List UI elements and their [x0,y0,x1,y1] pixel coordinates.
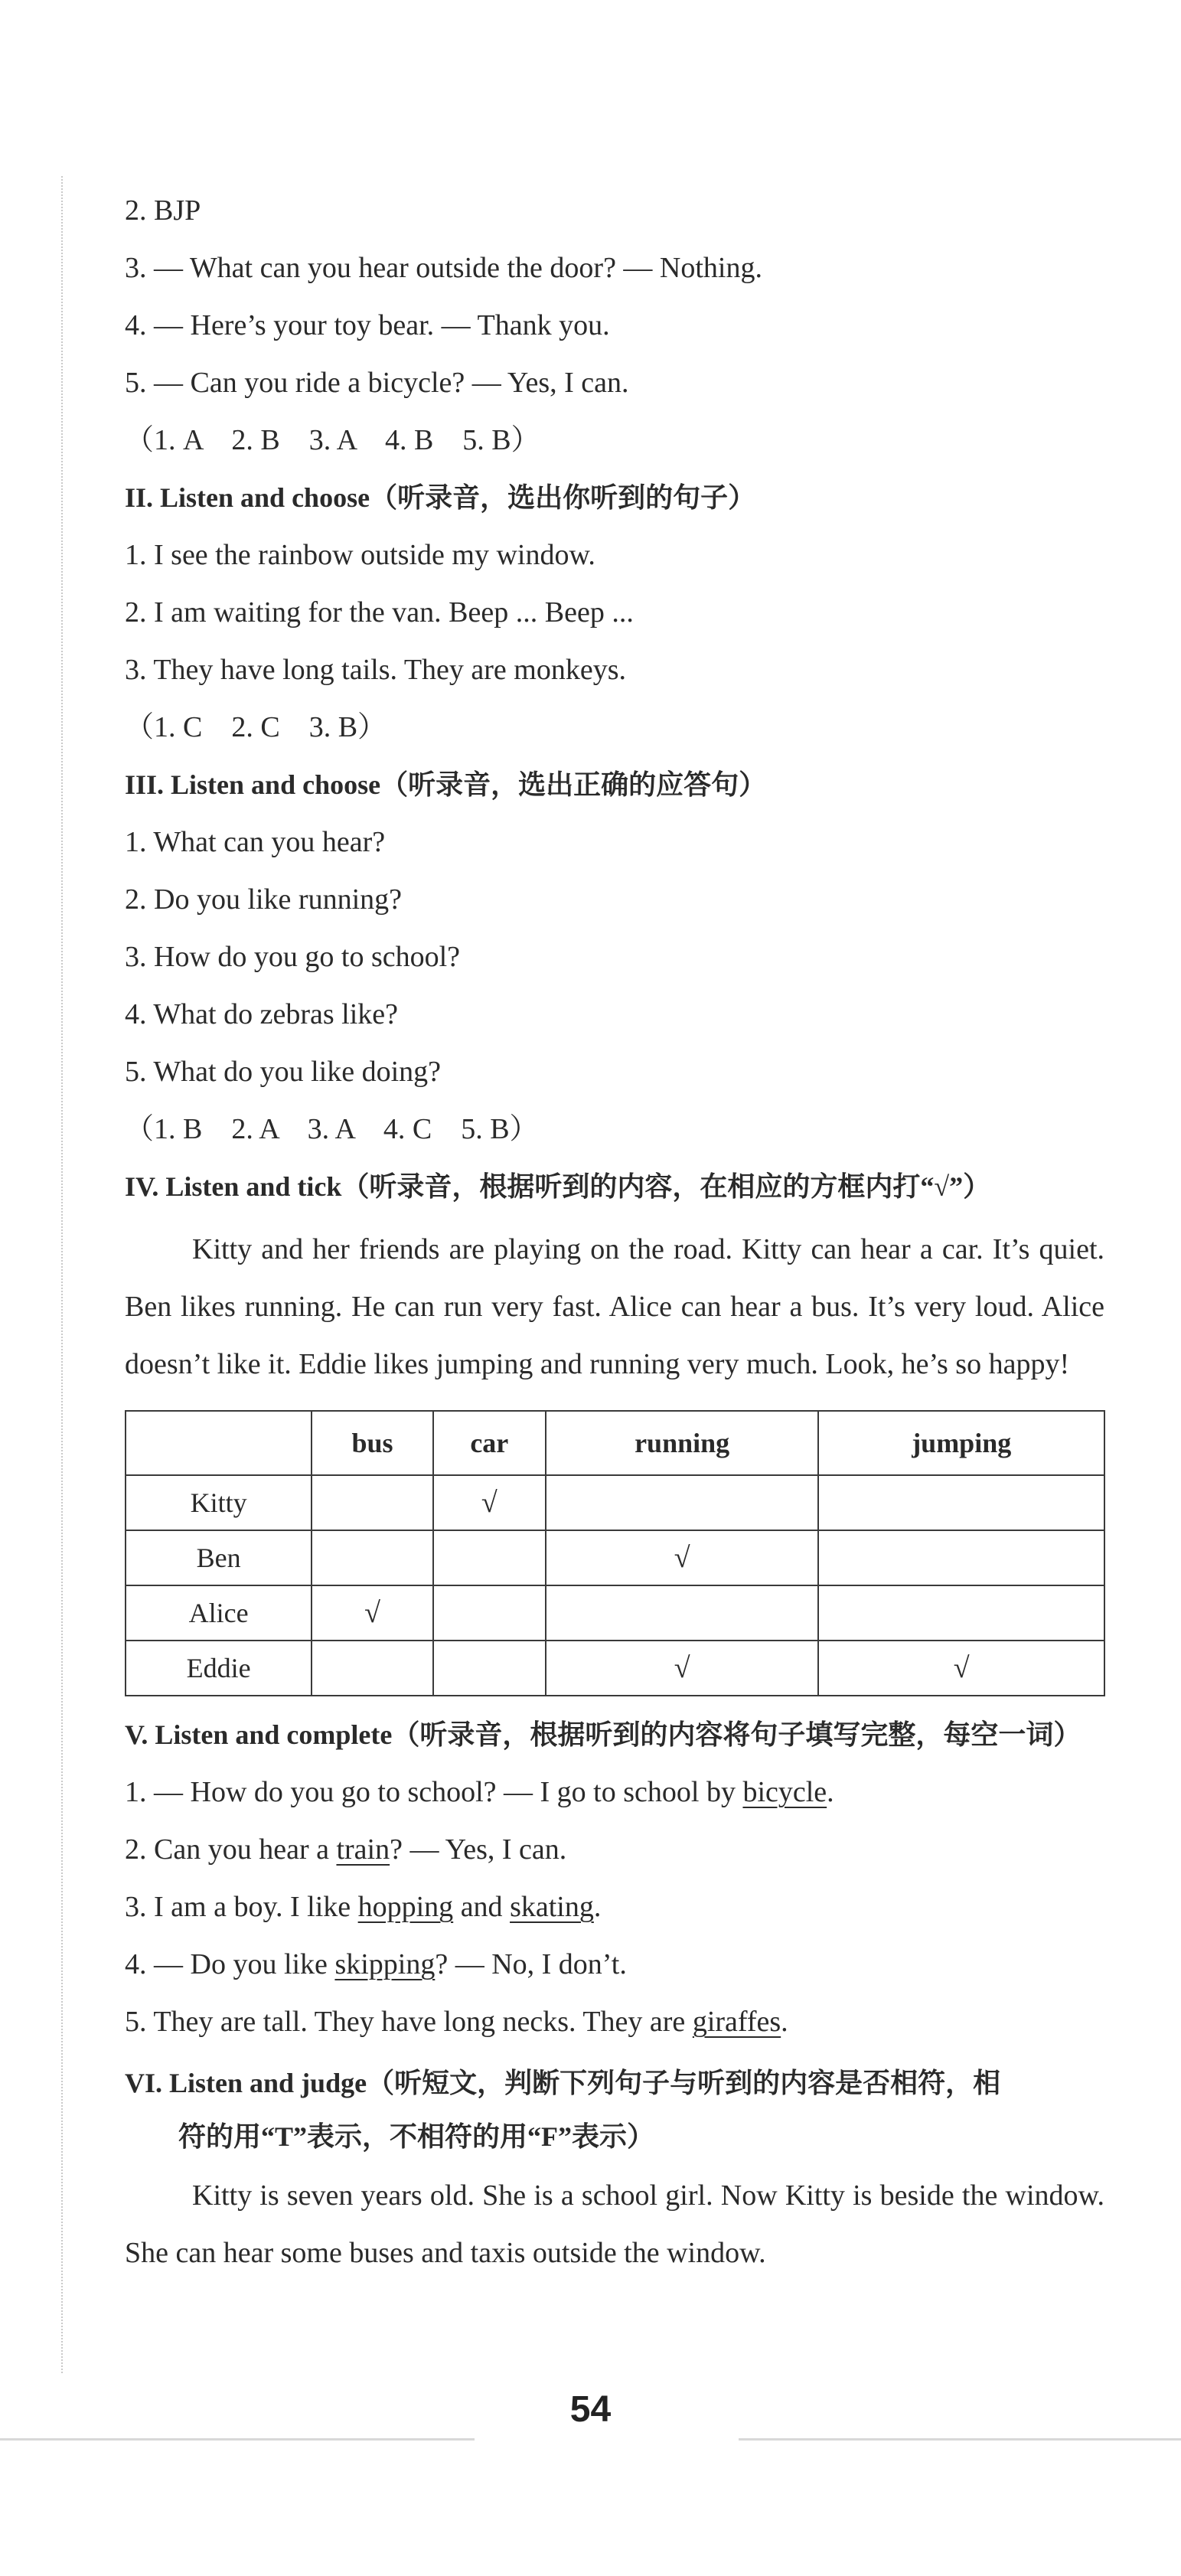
completion-line [125,1827,1104,1884]
table-cell: √ [433,1475,546,1530]
heading-line: VI. Listen and judge（听短文，判断下列句子与听到的内容是否相符，相 [125,2068,1001,2098]
sentence-text: 4. — Do you like [125,1948,335,1980]
answer-line: 3. — What can you hear outside the door? — Nothing. [125,252,762,284]
sentence-text: 1. — How do you go to school? — I go to school by [125,1776,743,1808]
table-cell-name: Eddie [126,1641,312,1696]
answer-blank: bicycle [742,1776,827,1808]
answer-blank: skating [510,1891,594,1923]
table-cell [433,1641,546,1696]
table-cell [546,1475,819,1530]
sentence-text: . [593,1891,602,1923]
answer-key-line: （1. C 2. C 3. B） [125,711,387,743]
sentence-text: 5. They are tall. They have long necks. They are [125,2006,693,2038]
answer-line: 1. I see the rainbow outside my window. [125,539,595,571]
answer-line: 5. — Can you ride a bicycle? — Yes, I can. [125,367,629,399]
listening-passage: Kitty and her friends are playing on the road. Kitty can hear a car. It’s quiet. Ben likes running. He can run very fast. Alice can hear a bus. It’s very loud. Alice doesn’t like it. Eddie likes jumping and running very much. Look, he’s so happy! [125,1233,1104,1380]
answer-blank: giraffes [692,2006,781,2038]
answer-line: 3. How do you go to school? [125,941,461,973]
answer-key-line: （1. A 2. B 3. A 4. B 5. B） [125,424,540,456]
table-cell [818,1475,1104,1530]
answer-line: 2. I am waiting for the van. Beep ... Beep ... [125,596,634,628]
table-cell-name: Alice [126,1585,312,1641]
tick-table [125,1410,1105,1696]
table-cell [433,1530,546,1585]
table-cell [312,1641,433,1696]
table-cell: √ [818,1641,1104,1696]
section-heading-6 [125,2056,1104,2163]
answer-key-line: （1. B 2. A 3. A 4. C 5. B） [125,1113,539,1145]
sentence-text: ? — Yes, I can. [390,1833,567,1866]
sentence-text: . [781,2006,788,2038]
table-cell [818,1585,1104,1641]
table-header-cell [126,1411,312,1475]
listening-passage: Kitty is seven years old. She is a school girl. Now Kitty is beside the window. She can hear some buses and taxis outside the window. [125,2179,1104,2269]
answer-line: 1. What can you hear? [125,826,386,858]
answer-line: 3. They have long tails. They are monkeys. [125,654,626,686]
sentence-text: 3. I am a boy. I like [125,1891,358,1923]
section-heading-4: IV. Listen and tick（听录音，根据听到的内容，在相应的方框内打“√”） [125,1171,991,1202]
table-row [126,1585,1104,1641]
table-row [126,1530,1104,1585]
answer-line: 4. What do zebras like? [125,998,398,1030]
binding-margin-rule [61,176,63,2373]
answer-blank: skipping [334,1948,436,1980]
table-header-cell: running [546,1411,819,1475]
footer-rule-left [0,2438,475,2441]
table-row [126,1475,1104,1530]
footer-rule-right [739,2438,1181,2441]
table-cell [312,1530,433,1585]
sentence-text: and [453,1891,511,1923]
table-header-cell: bus [312,1411,433,1475]
table-cell [312,1475,433,1530]
table-cell [818,1530,1104,1585]
table-row [126,1641,1104,1696]
sentence-text: ? — No, I don’t. [435,1948,627,1980]
table-header-row [126,1411,1104,1475]
answer-blank: train [336,1833,390,1866]
answer-line: 5. What do you like doing? [125,1056,442,1088]
completion-line [125,1884,1104,1941]
answer-line: 4. — Here’s your toy bear. — Thank you. [125,309,610,341]
table-cell [546,1585,819,1641]
answer-line: 2. BJP [125,194,201,227]
table-cell: √ [546,1641,819,1696]
section-heading-3: III. Listen and choose（听录音，选出正确的应答句） [125,769,767,800]
table-header-cell: jumping [818,1411,1104,1475]
completion-line [125,1999,1104,2056]
table-cell-name: Ben [126,1530,312,1585]
completion-line [125,1941,1104,1999]
page-number: 54 [569,2389,612,2430]
answer-blank: hopping [357,1891,454,1923]
sentence-text: . [827,1776,834,1808]
table-cell-name: Kitty [126,1475,312,1530]
answer-line: 2. Do you like running? [125,883,403,916]
sentence-text: 2. Can you hear a [125,1833,337,1866]
table-cell: √ [312,1585,433,1641]
section-heading-2: II. Listen and choose（听录音，选出你听到的句子） [125,482,756,513]
table-cell: √ [546,1530,819,1585]
table-header-cell: car [433,1411,546,1475]
section-heading-5: V. Listen and complete（听录音，根据听到的内容将句子填写完整，每空一词） [125,1719,1081,1750]
table-cell [433,1585,546,1641]
heading-line: 符的用“T”表示，不相符的用“F”表示） [178,2121,655,2152]
page-content [125,188,1104,2282]
completion-line [125,1769,1104,1827]
